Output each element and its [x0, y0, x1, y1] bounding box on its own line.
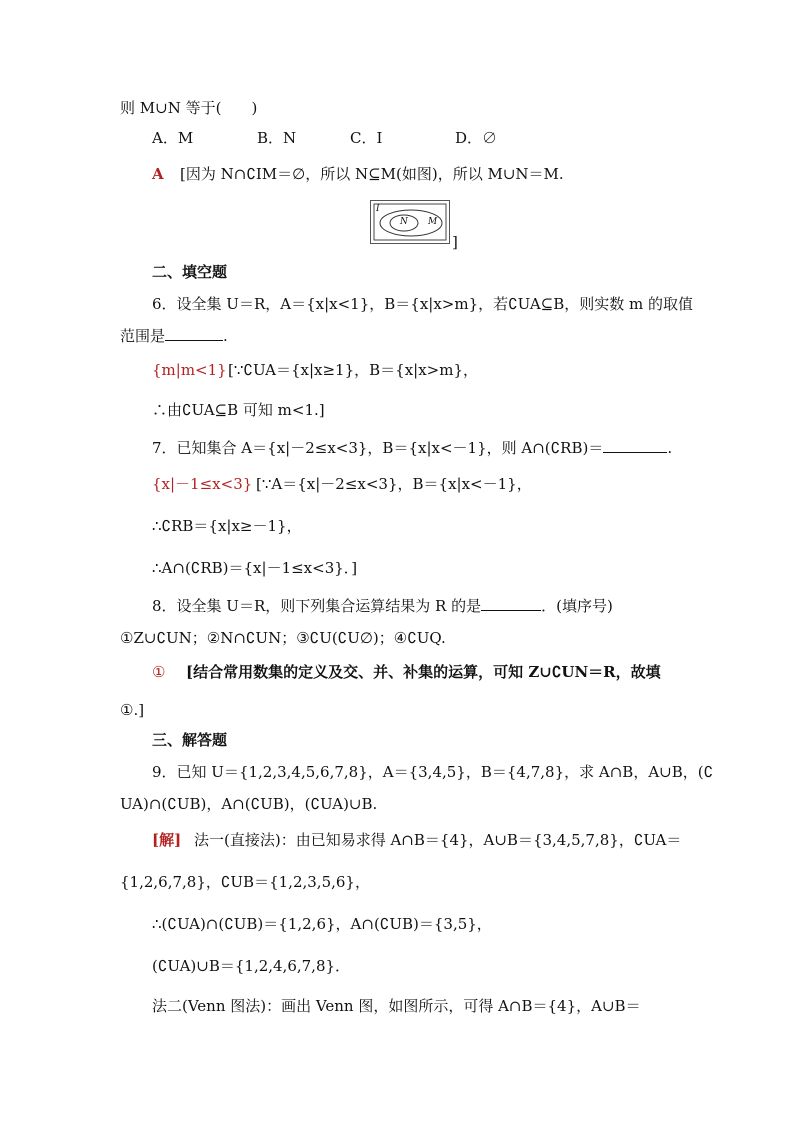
question-6-line-1: 6．设全集 U＝R，A＝{x|x<1}，B＝{x|x>m}，若∁UA⊆B，则实数 m 的取值: [152, 295, 694, 313]
question-9-line-1: 9．已知 U＝{1,2,3,4,5,6,7,8}，A＝{3,4,5}，B＝{4,7,8}，求 A∩B，A∪B，(∁: [152, 763, 714, 781]
explanation-8-line-2: ①.]: [120, 701, 145, 719]
figure-close-bracket: ]: [452, 233, 458, 251]
explanation-7-line-2: ∴∁RB＝{x|x≥－1}，: [152, 517, 302, 535]
question-9-line-2: UA)∩(∁UB)，A∩(∁UB)，(∁UA)∪B.: [120, 795, 378, 813]
explanation-5: [因为 N∩∁IM＝∅，所以 N⊆M(如图)，所以 M∪N＝M.: [180, 165, 564, 183]
explanation-7-line-3: ∴A∩(∁RB)＝{x|－1≤x<3}．]: [152, 559, 358, 577]
venn-label-m: M: [428, 217, 438, 227]
period: .: [223, 327, 228, 345]
explanation-6-line-1: [∵∁UA＝{x|x≥1}，B＝{x|x>m}，: [228, 361, 478, 379]
question-8-text: 8．设全集 U＝R，则下列集合运算结果为 R 的是: [152, 597, 482, 615]
answer-5: A: [152, 165, 164, 183]
question-8-options: ①Z∪∁UN；②N∩∁UN；③∁U(∁U∅)；④∁UQ.: [120, 629, 446, 647]
answer-blank: [165, 326, 223, 341]
question-6-text: 范围是: [120, 327, 166, 345]
section-heading-fill-in: 二、填空题: [152, 263, 228, 281]
question-8: [152, 596, 613, 616]
venn-label-n: N: [400, 217, 408, 227]
section-heading-solutions: 三、解答题: [152, 731, 228, 749]
solution-label: [解]: [152, 831, 182, 849]
explanation-8-line-1: [结合常用数集的定义及交、并、补集的运算，可知 Z∪∁UN＝R，故填: [186, 663, 661, 681]
explanation-7-line-1: [∵A＝{x|－2≤x<3}，B＝{x|x<－1}，: [256, 475, 532, 493]
venn-figure: [370, 200, 450, 244]
period: .: [667, 439, 673, 457]
solution-method-1-line-1: 法一(直接法)：由已知易求得 A∩B＝{4}，A∪B＝{3,4,5,7,8}，∁UA＝: [194, 831, 682, 849]
explanation-6-line-2: ∴由∁UA⊆B 可知 m<1.]: [152, 401, 325, 419]
solution-method-1-line-3: ∴(∁UA)∩(∁UB)＝{1,2,6}，A∩(∁UB)＝{3,5}，: [152, 915, 492, 933]
answer-7: {x|－1≤x<3}: [152, 475, 253, 493]
answer-blank: [481, 596, 541, 611]
solution-method-1-line-2: {1,2,6,7,8}，∁UB＝{1,2,3,5,6}，: [120, 873, 370, 891]
option-a: A．M: [152, 129, 194, 147]
question-stem-continuation: 则 M∪N 等于( ): [120, 99, 258, 117]
option-d: D．∅: [455, 129, 498, 147]
answer-6: {m|m<1}: [152, 361, 227, 379]
question-7-text: 7．已知集合 A＝{x|－2≤x<3}，B＝{x|x<－1}，则 A∩(∁RB)＝: [152, 439, 604, 457]
option-c: C．I: [350, 129, 383, 147]
question-7: [152, 438, 672, 458]
solution-method-1-line-4: (∁UA)∪B＝{1,2,4,6,7,8}．: [152, 957, 351, 975]
question-8-tail: ．(填序号): [541, 597, 613, 615]
answer-blank: [603, 438, 667, 453]
solution-method-2-line-1: 法二(Venn 图法)：画出 Venn 图，如图所示，可得 A∩B＝{4}，A∪B＝: [152, 997, 641, 1015]
answer-8: ①: [152, 663, 166, 681]
venn-label-i: I: [376, 204, 380, 214]
option-b: B．N: [257, 129, 297, 147]
question-6-line-2: [120, 326, 228, 346]
